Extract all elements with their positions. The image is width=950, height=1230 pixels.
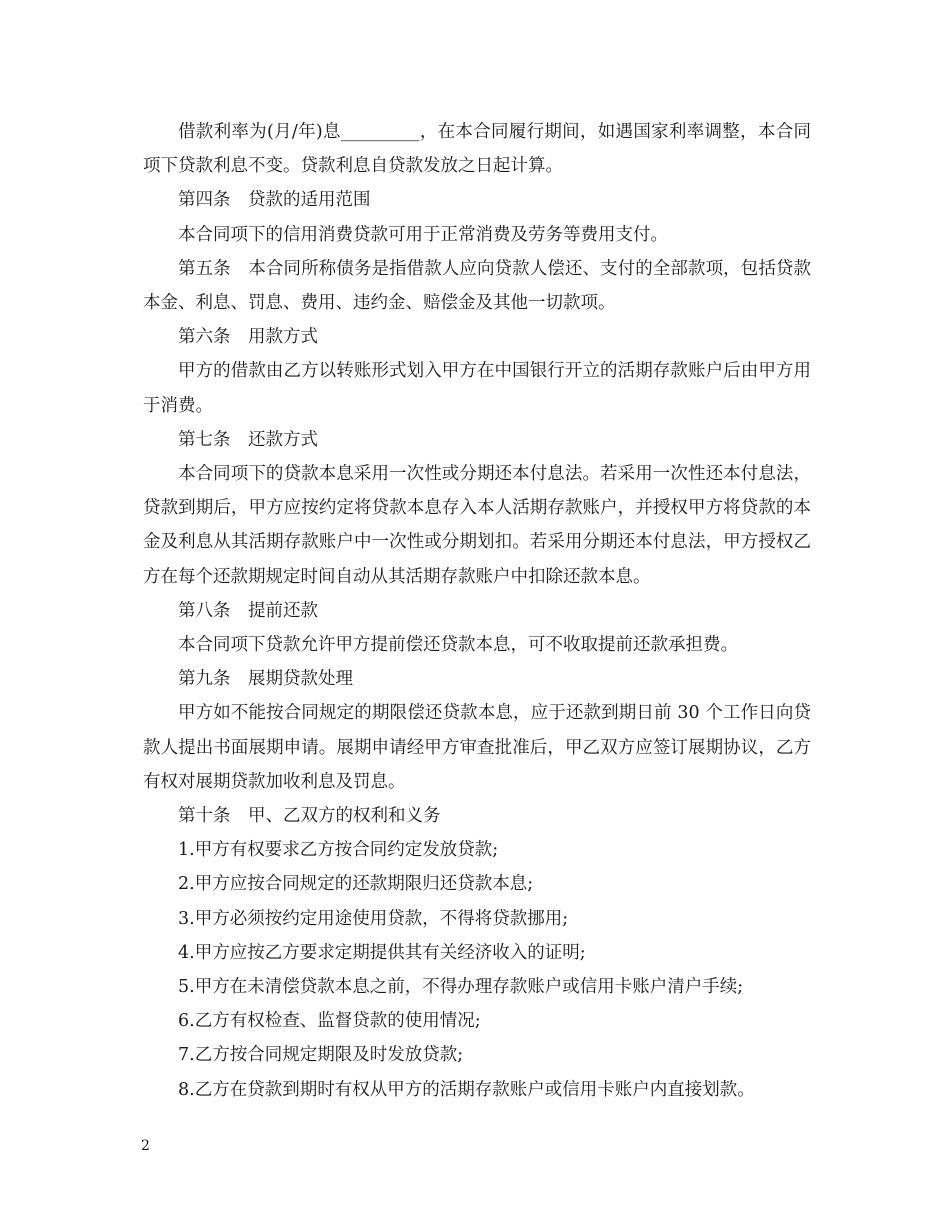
- list-item: 2.甲方应按合同规定的还款期限归还贷款本息;: [178, 874, 534, 895]
- article-9-heading: 第九条 展期贷款处理: [178, 669, 353, 690]
- page-number: 2: [141, 1138, 150, 1154]
- article-10-heading: 第十条 甲、乙双方的权利和义务: [178, 806, 441, 827]
- paragraph-repayment-method: 本合同项下的贷款本息采用一次性或分期还本付息法。若采用一次性还本付息法，贷款到期后，甲方应按约定将贷款本息存入本人活期存款账户，并授权甲方将贷款的本金及利息从其活期存款账户中一次性或分期划扣。若采用分期还本付息法，甲方授权乙方在每个还款期规定时间自动从其活期存款账户中扣除还款本息。: [143, 464, 811, 587]
- article-5-debt-definition: 第五条 本合同所称债务是指借款人应向贷款人偿还、支付的全部款项，包括贷款本金、利息、罚息、费用、违约金、赔偿金及其他一切款项。: [143, 258, 811, 314]
- article-4-heading: 第四条 贷款的适用范围: [178, 190, 371, 211]
- paragraph-usage-method: 甲方的借款由乙方以转账形式划入甲方在中国银行开立的活期存款账户后由甲方用于消费。: [143, 361, 811, 416]
- document-body: [143, 115, 811, 1107]
- article-7-heading: 第七条 还款方式: [178, 429, 318, 450]
- list-item: 8.乙方在贷款到期时有权从甲方的活期存款账户或信用卡账户内直接划款。: [178, 1079, 755, 1100]
- paragraph-extension: 甲方如不能按合同规定的期限偿还贷款本息，应于还款到期日前 30 个工作日向贷款人提出书面展期申请。展期申请经甲方审查批准后，甲乙双方应签订展期协议，乙方有权对展期贷款加收利息及罚息。: [143, 703, 811, 792]
- list-item: 7.乙方按合同规定期限及时发放贷款;: [178, 1045, 464, 1066]
- list-item: 6.乙方有权检查、监督贷款的使用情况;: [178, 1011, 481, 1032]
- list-item: 4.甲方应按乙方要求定期提供其有关经济收入的证明;: [178, 942, 586, 963]
- article-6-heading: 第六条 用款方式: [178, 327, 318, 348]
- paragraph-loan-scope: 本合同项下的信用消费贷款可用于正常消费及劳务等费用支付。: [178, 224, 668, 245]
- list-item: 1.甲方有权要求乙方按合同约定发放贷款;: [178, 840, 499, 861]
- list-item: 5.甲方在未清偿贷款本息之前，不得办理存款账户或信用卡账户清户手续;: [178, 977, 744, 998]
- paragraph-interest-rate: 借款利率为(月/年)息_________，在本合同履行期间，如遇国家利率调整，本合同项下贷款利息不变。贷款利息自贷款发放之日起计算。: [143, 122, 811, 177]
- paragraph-early-repayment: 本合同项下贷款允许甲方提前偿还贷款本息，可不收取提前还款承担费。: [178, 635, 738, 656]
- list-item: 3.甲方必须按约定用途使用贷款，不得将贷款挪用;: [178, 908, 569, 929]
- article-8-heading: 第八条 提前还款: [178, 600, 318, 621]
